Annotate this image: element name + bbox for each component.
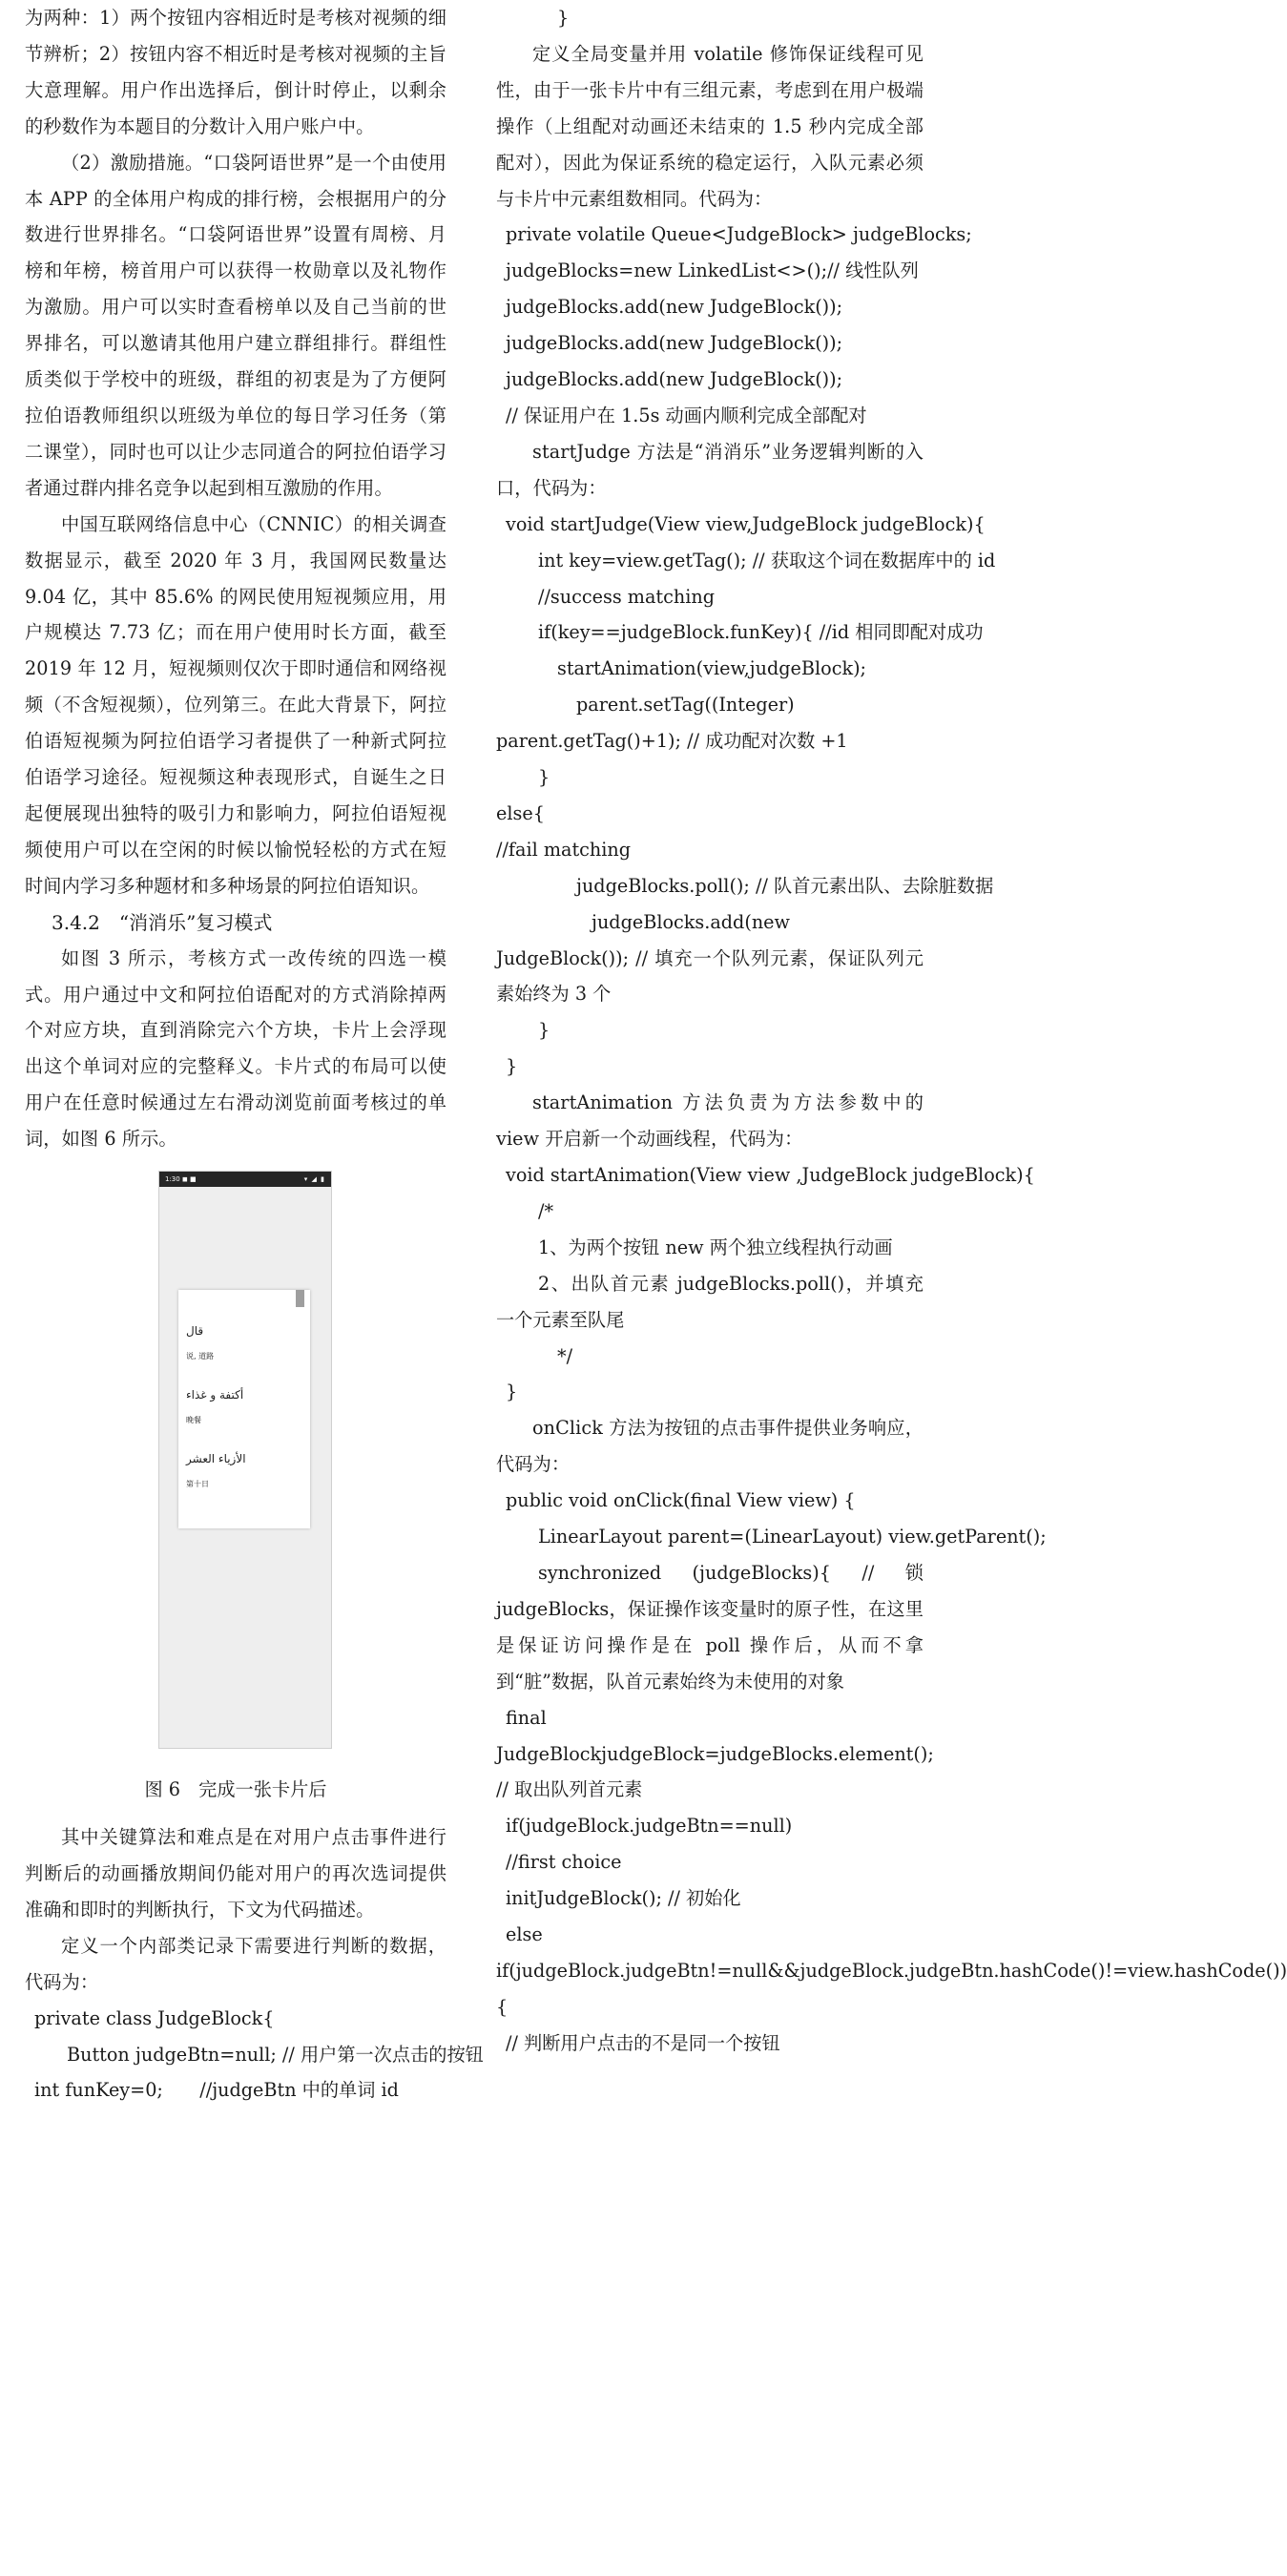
code-line: // 判断用户点击的不是同一个按钮 (506, 2031, 780, 2054)
code-line: void startAnimation(View view ,JudgeBlock judgeBlock){ (506, 1164, 1035, 1186)
phone-screenshot (158, 1171, 332, 1749)
code-line: else{ (496, 801, 545, 824)
bookmark-icon[interactable] (296, 1290, 304, 1307)
code-line: // 保证用户在 1.5s 动画内顺利完成全部配对 (506, 404, 867, 426)
paragraph-task-types: 为两种：1）两个按钮内容相近时是考核对视频的细节辨析；2）按钮内容不相近时是考核对视频的主旨大意理解。用户作出选择后，倒计时停止，以剩余的秒数作为本题目的分数计入用户账户中。 (25, 7, 446, 137)
paragraph-start-judge: startJudge 方法是“消消乐”业务逻辑判断的入口，代码为： (496, 440, 924, 499)
code-line: void startJudge(View view,JudgeBlock judgeBlock){ (506, 512, 986, 535)
code-line: } (557, 7, 570, 29)
code-line: 1、为两个按钮 new 两个独立线程执行动画 (538, 1236, 893, 1258)
code-line: int funKey=0; //judgeBtn 中的单词 id (34, 2079, 399, 2102)
paragraph-inner-class: 定义一个内部类记录下需要进行判断的数据，代码为： (25, 1934, 446, 1993)
code-line: final JudgeBlockjudgeBlock=judgeBlocks.element(); // 取出队列首元素 (496, 1706, 934, 1801)
code-line: initJudgeBlock(); // 初始化 (506, 1887, 741, 1910)
card-word-meaning: 晚餐 (186, 1416, 201, 1425)
paragraph-incentives: （2）激励措施。“口袋阿语世界”是一个由使用本 APP 的全体用户构成的排行榜，会根据用户的分数进行世界排名。“口袋阿语世界”设置有周榜、月榜和年榜，榜首用户可以获得一枚勋章以及礼物作为激励。用户可以实时查看榜单以及自己当前的世界排名，可以邀请其他用户建立群组排行。群组性质类似于学校中的班级，群组的初衷是为了方便阿拉伯语教师组织以班级为单位的每日学习任务（第二课堂），同时也可以让少志同道合的阿拉伯语学习者通过群内排名竞争以起到相互激励的作用。 (25, 151, 446, 499)
code-line: else if(judgeBlock.judgeBtn!=null&&judgeBlock.judgeBtn.hashCode()!=view.hashCode()){ (496, 1923, 1287, 2018)
code-line: LinearLayout parent=(LinearLayout) view.getParent(); (538, 1526, 1047, 1548)
code-line: Button judgeBtn=null; // 用户第一次点击的按钮 (67, 2043, 484, 2066)
code-line: int key=view.getTag(); // 获取这个词在数据库中的 id (538, 549, 996, 571)
code-line: //fail matching (496, 838, 632, 861)
code-line: private volatile Queue<JudgeBlock> judgeBlocks; (506, 223, 972, 246)
code-line: judgeBlocks.add(new JudgeBlock()); (506, 368, 843, 391)
code-line: private class JudgeBlock{ (34, 2006, 275, 2029)
phone-status-bar (159, 1172, 331, 1187)
figure-caption: 图 6 完成一张卡片后 (144, 1778, 327, 1801)
figure-6 (25, 1171, 446, 1819)
code-line: */ (557, 1344, 573, 1367)
code-line: /* (538, 1199, 554, 1222)
code-line: } (538, 766, 550, 789)
paragraph-volatile: 定义全局变量并用 volatile 修饰保证线程可见性，由于一张卡片中有三组元素，考虑到在用户极端操作（上组配对动画还未结束的 1.5 秒内完成全部配对），因此为保证系统的稳定运行，入队元素必须与卡片中元素组数相同。代码为： (496, 42, 924, 210)
code-line: if(judgeBlock.judgeBtn==null) (506, 1815, 793, 1838)
code-line: parent.setTag((Integer) parent.getTag()+1); // 成功配对次数 +1 (496, 694, 848, 753)
code-line: //success matching (538, 585, 715, 608)
status-icons: ▾ ◢ ▮ (303, 1175, 325, 1184)
code-line: synchronized (judgeBlocks){ // 锁 judgeBlocks，保证操作该变量时的原子性，在这里是保证访问操作是在 poll 操作后，从而不拿到“脏”数据，队首元素始终为未使用的对象 (496, 1561, 924, 1693)
code-line: //first choice (506, 1851, 622, 1874)
word-card[interactable] (178, 1290, 310, 1528)
code-line: } (506, 1381, 518, 1403)
card-word-meaning: 第十日 (186, 1480, 209, 1489)
paragraph-cnnic-stats: 中国互联网络信息中心（CNNIC）的相关调查数据显示，截至 2020 年 3 月，我国网民数量达 9.04 亿，其中 85.6% 的网民使用短视频应用，用户规模达 7.73 亿；而在用户使用时长方面，截至 2019 年 12 月，短视频则仅次于即时通信和网络视频（不含短视频），位列第三。在此大背景下，阿拉伯语短视频为阿拉伯语学习者提供了一种新式阿拉伯语学习途径。短视频这种表现形式，自诞生之日起便展现出独特的吸引力和影响力，阿拉伯语短视频使用户可以在空闲的时候以愉悦轻松的方式在短时间内学习多种题材和多种场景的阿拉伯语知识。 (25, 512, 446, 897)
code-line: } (538, 1019, 550, 1042)
status-time: 1:30 ◼ ■ (165, 1175, 197, 1184)
code-line: } (506, 1055, 518, 1078)
card-word-arabic: قال (186, 1324, 204, 1339)
card-word-arabic: الأزياء العشر (186, 1452, 246, 1466)
paragraph-on-click: onClick 方法为按钮的点击事件提供业务响应，代码为： (496, 1417, 924, 1476)
code-line: judgeBlocks=new LinkedList<>();// 线性队列 (506, 260, 919, 282)
code-line: judgeBlocks.poll(); // 队首元素出队、去除脏数据 (576, 874, 994, 897)
code-line: if(key==judgeBlock.funKey){ //id 相同即配对成功 (538, 621, 984, 644)
paragraph-review-mode: 如图 3 所示，考核方式一改传统的四选一模式。用户通过中文和阿拉伯语配对的方式消除掉两个对应方块，直到消除完六个方块，卡片上会浮现出这个单词对应的完整释义。卡片式的布局可以使用户在任意时候通过左右滑动浏览前面考核过的单词，如图 6 所示。 (25, 946, 446, 1151)
left-column (25, 0, 484, 2109)
code-line: judgeBlocks.add(new JudgeBlock()); (506, 332, 843, 355)
code-line: judgeBlocks.add(new JudgeBlock()); (506, 296, 843, 319)
paragraph-key-algorithm: 其中关键算法和难点是在对用户点击事件进行判断后的动画播放期间仍能对用户的再次选词提供准确和即时的判断执行，下文为代码描述。 (25, 1826, 446, 1921)
card-word-meaning: 说, 道路 (186, 1352, 215, 1361)
section-heading: 3.4.2 “消消乐”复习模式 (52, 910, 273, 934)
code-line: public void onClick(final View view) { (506, 1489, 856, 1512)
code-line: 2、出队首元素 judgeBlocks.poll()，并填充一个元素至队尾 (496, 1272, 924, 1331)
code-line: startAnimation(view,judgeBlock); (557, 657, 867, 680)
paragraph-start-animation: startAnimation 方法负责为方法参数中的 view 开启新一个动画线程，代码为： (496, 1091, 924, 1151)
card-word-arabic: أكتفة و غذاء (186, 1388, 244, 1402)
code-line: judgeBlocks.add(new JudgeBlock()); // 填充一个队列元素，保证队列元素始终为 3 个 (496, 910, 924, 1006)
right-column (496, 0, 1287, 2062)
